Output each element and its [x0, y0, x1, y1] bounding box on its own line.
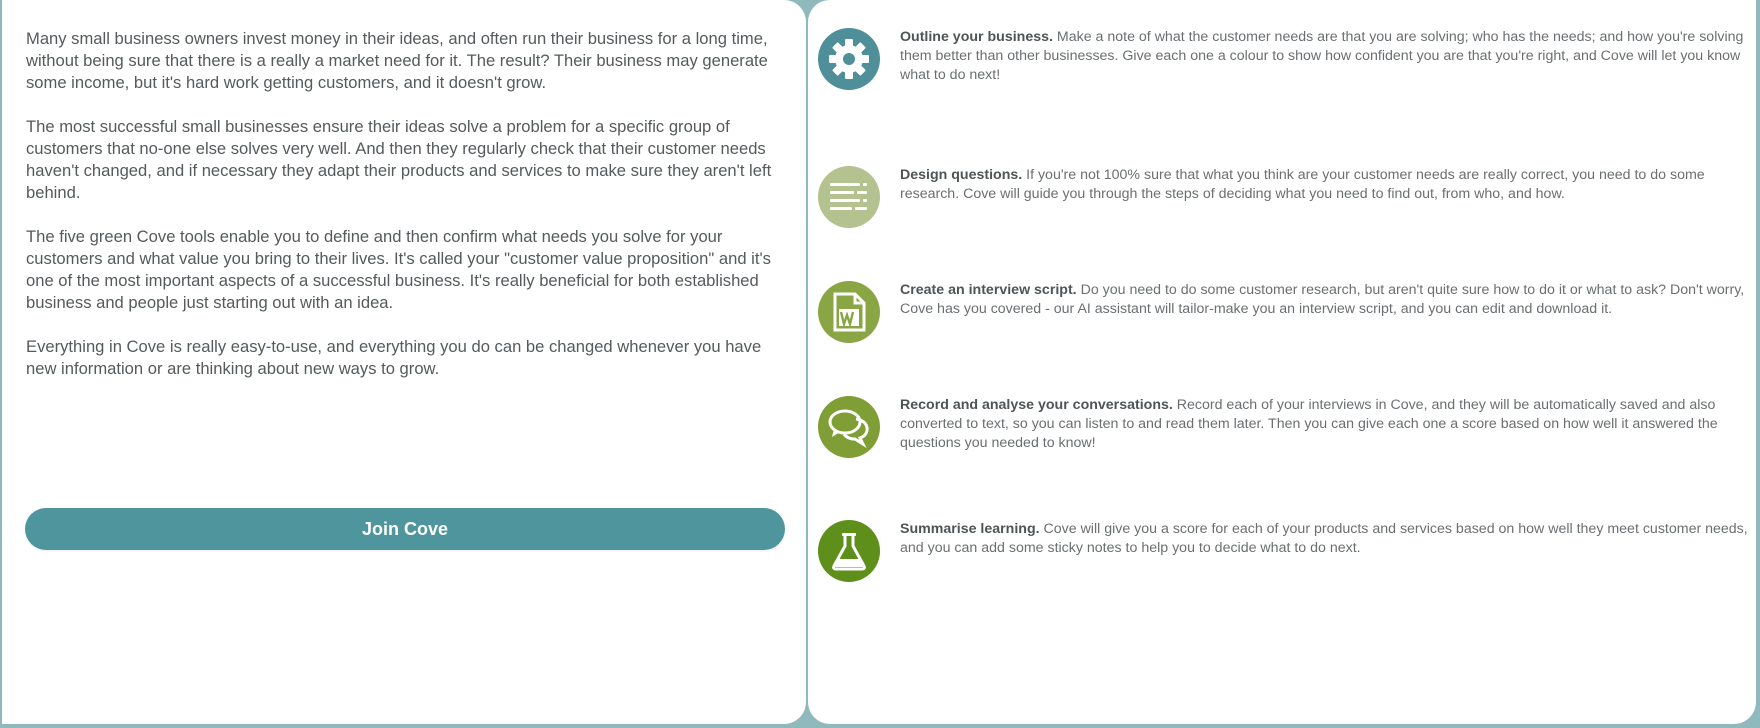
join-cove-button[interactable]: Join Cove — [25, 508, 785, 550]
features-panel — [808, 0, 1756, 724]
intro-paragraph: Many small business owners invest money in their ideas, and often run their business for a long time, without being sure that there is a really a market need for it. The result? Their business may generate some income, but it's hard work getting customers, and it doesn't grow. — [26, 29, 768, 92]
intro-paragraph: The five green Cove tools enable you to define and then confirm what needs you solve for your customers and what value you bring to their lives. It's called your "customer value proposition" and it's one of the most important aspects of a successful business. It's really beneficial for both established business and people just starting out with an idea. — [26, 227, 771, 312]
feature-description — [900, 396, 1748, 453]
feature-title: Summarise learning. — [900, 521, 1040, 537]
feature-design-questions — [818, 166, 1748, 228]
feature-title: Design questions. — [900, 167, 1023, 183]
feature-description — [900, 281, 1748, 319]
feature-interview-script — [818, 281, 1748, 343]
feature-description — [900, 520, 1748, 558]
feature-outline-business — [818, 28, 1748, 90]
feature-record-conversations — [818, 396, 1748, 458]
feature-body: Record each of your interviews in Cove, and they will be automatically saved and also converted to text, so you can listen to and read them later. Then you can give each one a score based on how well it answered the questions you needed to know! — [900, 397, 1718, 451]
feature-summarise-learning — [818, 520, 1748, 582]
feature-title: Create an interview script. — [900, 282, 1077, 298]
intro-panel — [2, 0, 806, 724]
intro-paragraph: Everything in Cove is really easy-to-use, and everything you do can be changed whenever you have new information or are thinking about new ways to grow. — [26, 337, 762, 378]
flask-icon — [818, 520, 880, 582]
list-icon — [818, 166, 880, 228]
document-icon — [818, 281, 880, 343]
intro-text — [26, 28, 782, 380]
feature-title: Outline your business. — [900, 29, 1053, 45]
feature-body: Do you need to do some customer research, but aren't quite sure how to do it or what to ask? Don't worry, Cove has you covered - our AI assistant will tailor-make you an interview script, and you can edit and download it. — [900, 282, 1745, 317]
feature-description — [900, 166, 1748, 204]
feature-description — [900, 28, 1748, 85]
chat-icon — [818, 396, 880, 458]
feature-body: Make a note of what the customer needs are that you are solving; who has the needs; and how you're solving them better than other businesses. Give each one a colour to show how confident you are that you're right, and Cove will let you know what to do next! — [900, 29, 1744, 83]
feature-title: Record and analyse your conversations. — [900, 397, 1173, 413]
feature-body: If you're not 100% sure that what you think are your customer needs are really correct, you need to do some research. Cove will guide you through the steps of deciding what you need to find out, from who, and how. — [900, 167, 1705, 202]
gear-icon — [818, 28, 880, 90]
intro-paragraph: The most successful small businesses ensure their ideas solve a problem for a specific group of customers that no-one else solves very well. And then they regularly check that their customer needs haven't changed, and if necessary they adapt their products and services to make sure they aren't left behind. — [26, 117, 772, 202]
feature-body: Cove will give you a score for each of your products and services based on how well they meet customer needs, and you can add some sticky notes to help you to decide what to do next. — [900, 521, 1748, 556]
